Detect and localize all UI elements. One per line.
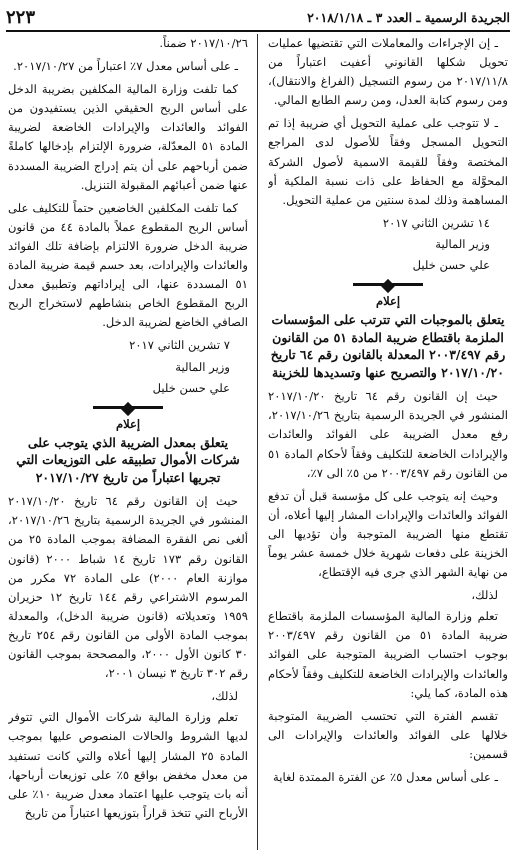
- right-column: [268, 34, 508, 852]
- section-divider: [268, 283, 508, 286]
- paragraph: كما تلفت وزارة المالية المكلفين بضريبة الدخل على أساس الربح الحقيقي الذين يستفيدون من الفوائد والعائدات والإيرادات الخاضعة لضريبة المادة ٥١ المعدّلة، ضرورة الإلتزام بإدخالها كاملةً ضمن أرباحهم على أن يتم إدراج الضريبة المسددة عنها ضمن أعبائهم المقبولة التنزيل.: [8, 82, 248, 192]
- page-header: [6, 6, 510, 32]
- signature-role: وزير المالية: [435, 236, 490, 251]
- column-separator: [257, 34, 258, 850]
- paragraph: لذلك،: [211, 689, 238, 704]
- paragraph: لذلك،: [471, 588, 498, 603]
- paragraph: تعلم وزارة المالية شركات الأموال التي تتوفر لديها الشروط والحالات المنصوص عليها بموجب المادة ٢٥ المشار إليها أعلاه والتي كانت تستفيد من معدل مخفض بواقع ٥٪ على توزيعات أرباحها، أنه بات يتوجب عليها اعتماد معدل ضريبة ١٠٪ على الأرباح التي تتخذ قراراً بتوزيعها اعتباراً من تاريخ: [8, 710, 248, 820]
- section-divider: [8, 406, 248, 409]
- paragraph: ـ إن الإجراءات والمعاملات التي تقتضيها عمليات تحويل شكلها القانوني أعفيت اعتباراً من ٢٠١٧/١١/٨ من رسوم التسجيل (الفراغ والانتقال)، ومن رسوم كتابة العدل، ومن رسم الطابع المالي.: [268, 36, 508, 108]
- paragraph: ـ على أساس معدل ٧٪ اعتباراً من ٢٠١٧/١٠/٢٧.: [13, 59, 238, 74]
- signature-name: علي حسن خليل: [412, 258, 490, 273]
- paragraph: كما تلفت المكلفين الخاضعين حتماً للتكليف على أساس الربح المقطوع عملاً بالمادة ٤٤ من قانون ضريبة الدخل ضرورة الالتزام بإضافة تلك الفوائد والعائدات والإيرادات، بعد حسم قيمة ضريبة المادة ٥١ المسددة عنها، الى إيراداتهم وتطبيق معدل الربح المقطوع الخاص بنشاطهم لاستخراج الربح الصافي الخاضع لضريبة الدخل.: [8, 200, 248, 330]
- notice-title: يتعلق بمعدل الضريبة الذي يتوجب على شركات الأموال تطبيقه على التوزيعات التي تجريها اعتباراً من تاريخ ٢٠١٧/١٠/٢٧: [16, 434, 240, 485]
- notice-label: إعلام: [115, 416, 141, 431]
- paragraph: تعلم وزارة المالية المؤسسات الملزمة باقتطاع ضريبة المادة ٥١ من القانون رقم ٢٠٠٣/٤٩٧ بوجوب احتساب الضريبة المتوجبة على الفوائد والعائدات والإيرادات الخاضعة للتكليف وفقاً لأحكام هذه المادة، كما يلي:: [268, 609, 508, 700]
- gazette-title: الجريدة الرسمية ـ العدد ٣ ـ ٢٠١٨/١/١٨: [307, 9, 510, 25]
- notice-label: إعلام: [375, 294, 401, 309]
- paragraph: وحيث إنه يتوجب على كل مؤسسة قبل أن تدفع الفوائد والعائدات والإيرادات المشار إليها أعلاه، أن تقتطع منها الضريبة المتوجبة وأن تؤديها الى الخزينة على دفعات شهرية خلال خمسة عشر يوماً من نهاية الشهر الذي جرى فيه الإقتطاع،: [268, 488, 508, 580]
- signature-date: ٧ تشرين الثاني ٢٠١٧: [129, 338, 230, 353]
- paragraph: حيث إن القانون رقم ٦٤ تاريخ ٢٠١٧/١٠/٢٠ المنشور في الجريدة الرسمية بتاريخ ٢٠١٧/١٠/٢٦، رفع معدل الضريبة على الفوائد والعائدات والإيرادات الخاضعة للتكليف وفقاً لأحكام المادة ٥١ من القانون رقم ٢٠٠٣/٤٩٧ من ٥٪ الى ٧٪،: [268, 389, 508, 480]
- paragraph: ـ لا تتوجب على عملية التحويل أي ضريبة إذا تم التحويل المسجل وفقاً للأصول لدى المراجع المختصة وفقاً للقيمة الاسمية لأصول الشركة المحوَّلة مع الحفاظ على ذات نسبة الملكية أو المساهمة وذلك لمدة سنتين من عملية التحويل.: [268, 116, 508, 207]
- left-column: [8, 34, 248, 852]
- paragraph: تقسم الفترة التي تحتسب الضريبة المتوجبة خلالها على الفوائد والعائدات والإيرادات الى قسمين:: [268, 708, 508, 761]
- signature-role: وزير المالية: [175, 359, 230, 374]
- signature-date: ١٤ تشرين الثاني ٢٠١٧: [382, 215, 490, 230]
- paragraph: ـ على أساس معدل ٥٪ عن الفترة الممتدة لغاية: [273, 770, 498, 784]
- page-number: ٢٢٣: [6, 6, 36, 28]
- signature-name: علي حسن خليل: [152, 380, 230, 395]
- notice-title: يتعلق بالموجبات التي تترتب على المؤسسات الملزمة باقتطاع ضريبة المادة ٥١ من القانون رقم ٢٠٠٣/٤٩٧ المعدلة بالقانون رقم ٦٤ تاريخ ٢٠١٧/١٠/٢٠ والتصريح عنها وتسديدها للخزينة: [270, 312, 506, 380]
- paragraph: ٢٠١٧/١٠/٢٦ ضمناً.: [159, 36, 248, 50]
- paragraph: حيث إن القانون رقم ٦٤ تاريخ ٢٠١٧/١٠/٢٠ المنشور في الجريدة الرسمية بتاريخ ٢٠١٧/١٠/٢٦، ألغى نص الفقرة المضافة بموجب المادة ٢٥ من القانون رقم ١٧٣ تاريخ ١٤ شباط ٢٠٠٠ (قانون موازنة العام ٢٠٠٠) على المادة ٧٢ مكرر من المرسوم الاشتراعي رقم ١٤٤ تاريخ ١٢ حزيران ١٩٥٩ وتعديلاته (قانون ضريبة الدخل)، والمعدلة بموجب المادة الأولى من القانون رقم ٢٥٤ تاريخ ٣٠ كانون الأول ٢٠٠٠، والمصححة بموجب القانون رقم ٣٠٢ تاريخ ٣ نيسان ٢٠٠١،: [8, 494, 248, 681]
